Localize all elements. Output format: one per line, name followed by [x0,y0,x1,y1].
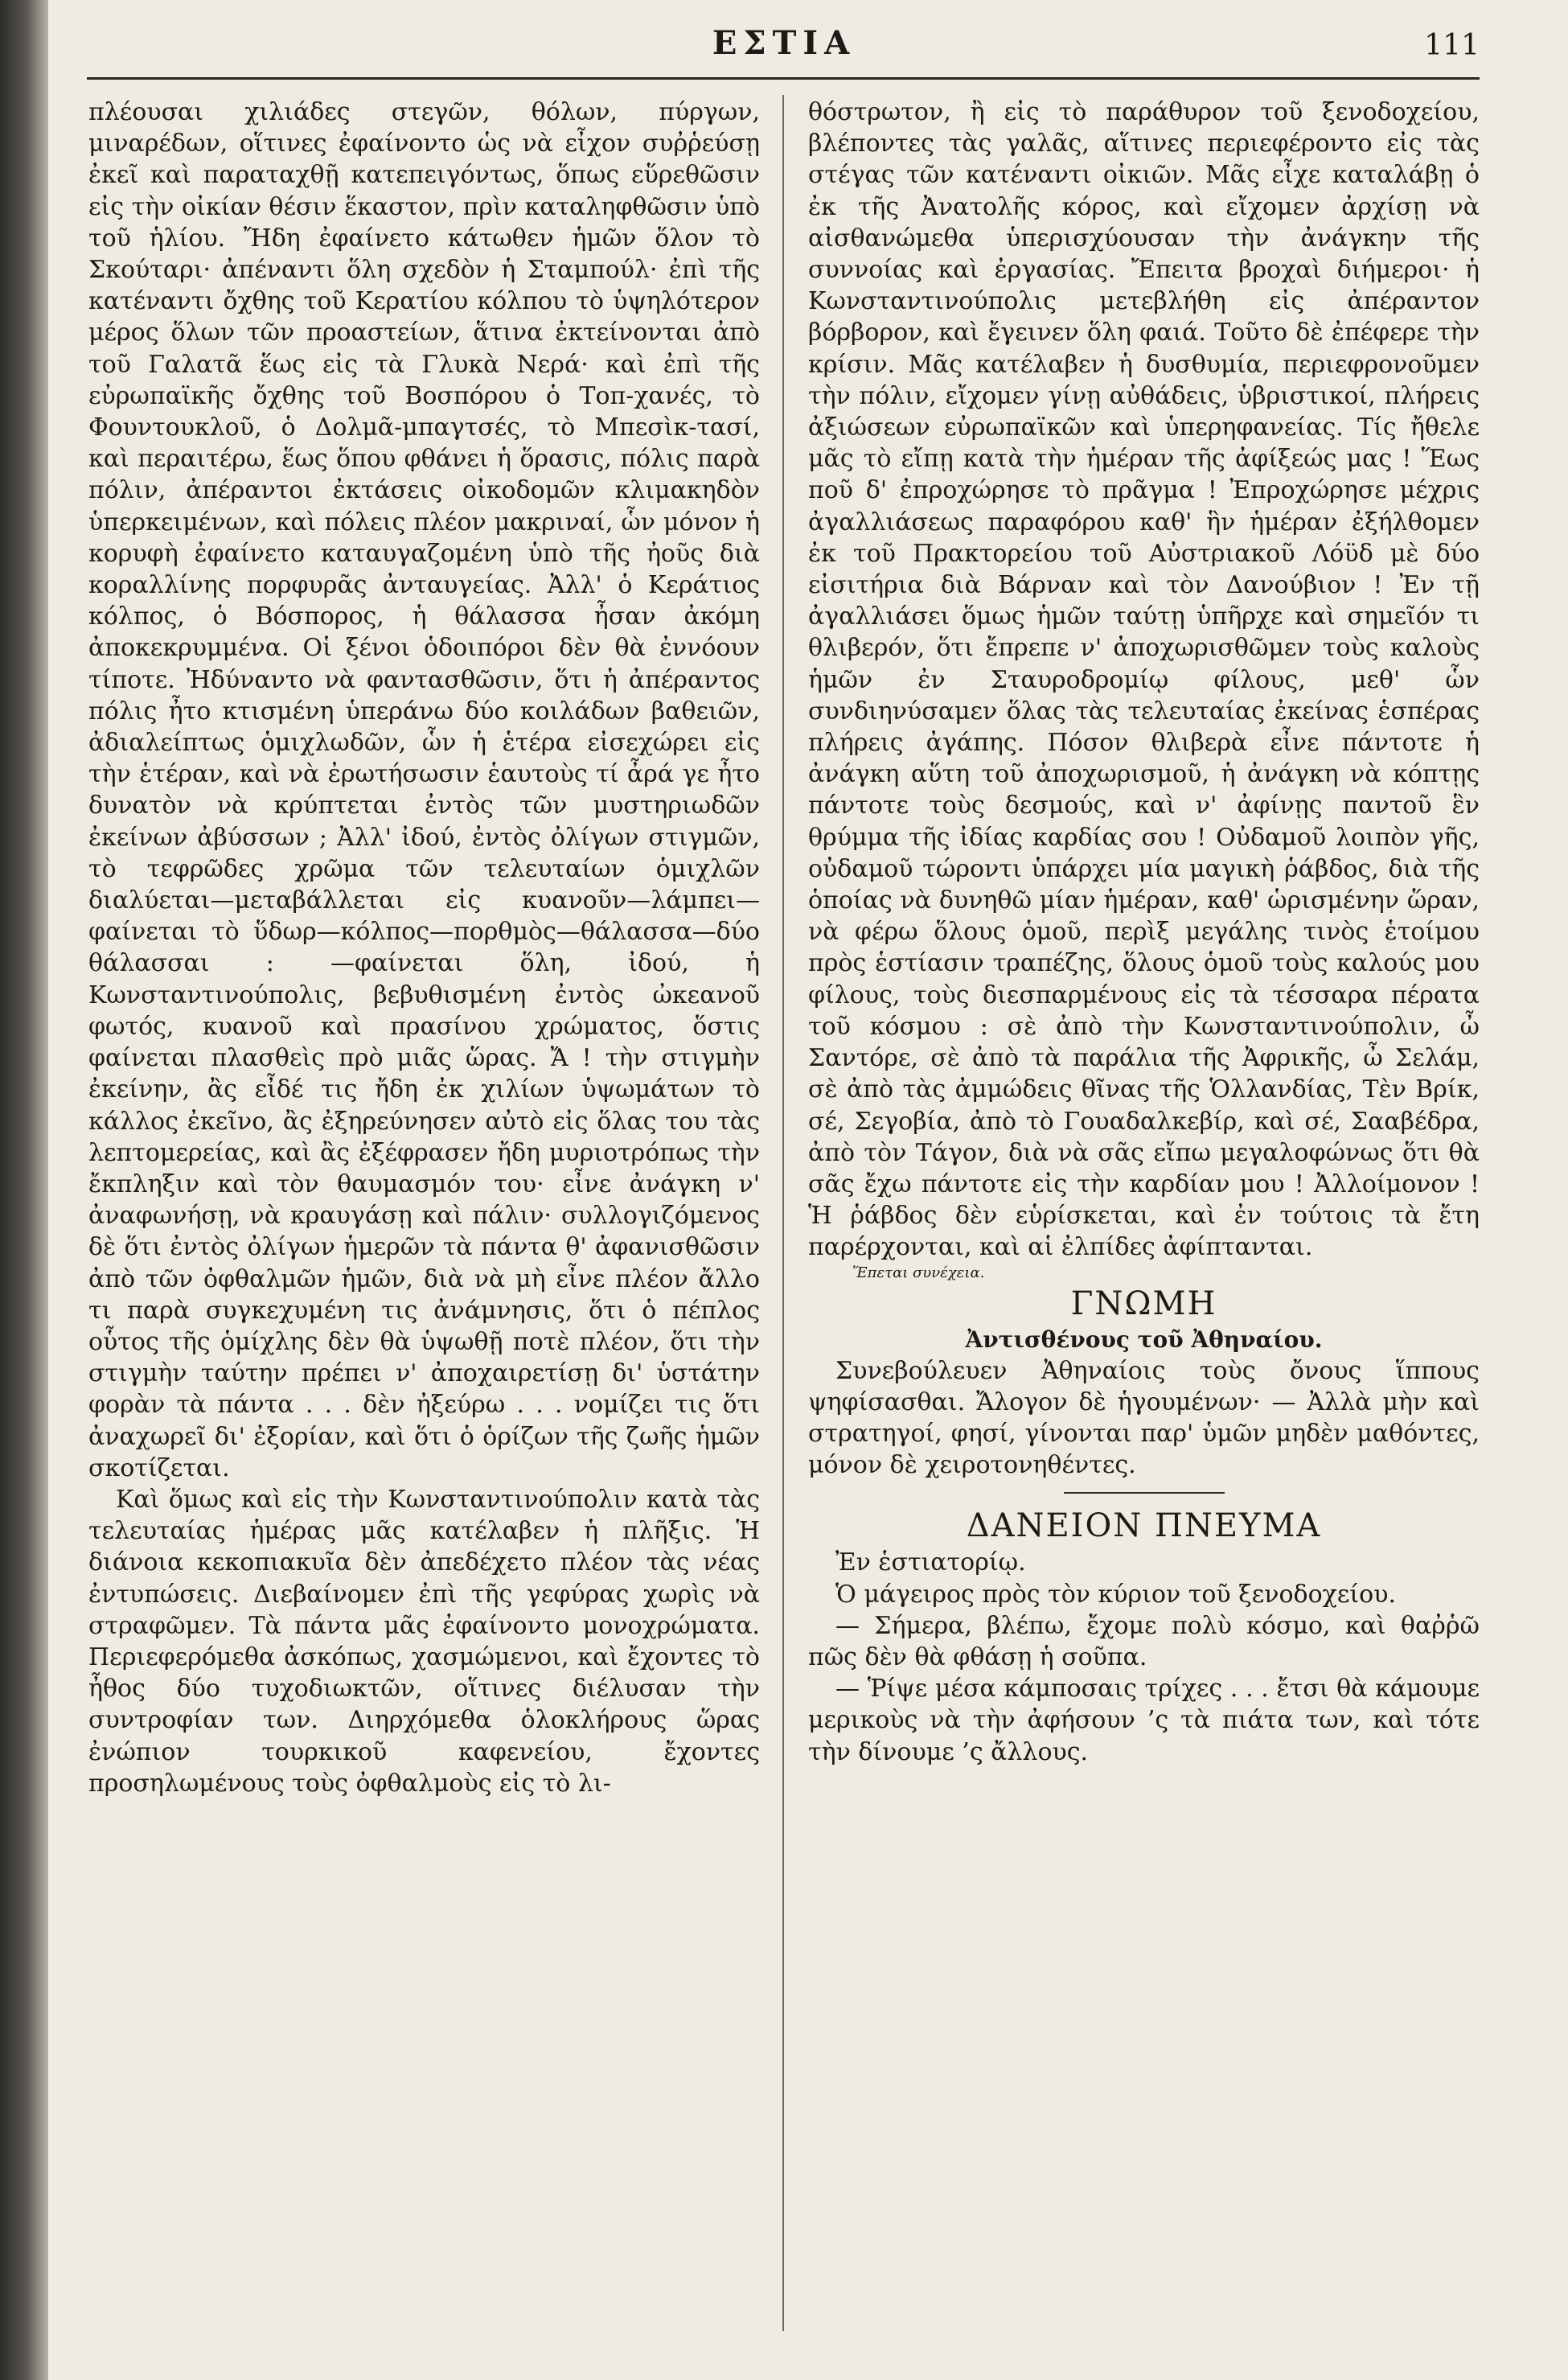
book-spine-shadow [0,0,48,2380]
dialogue-line: — Σήμερα, βλέπω, ἔχομε πολὺ κόσμο, καὶ θαῤῥῶ πῶς δὲν θὰ φθάσῃ ἡ σοῦπα. [808,1611,1480,1671]
column-divider [782,95,784,2331]
daneion-section-title: ΔΑΝΕΙΟΝ ΠΝΕΥΜΑ [966,1507,1322,1545]
header-rule [87,77,1480,80]
article-paragraph: πλέουσαι χιλιάδες στεγῶν, θόλων, πύργων, μιναρέδων, οἵτινες ἐφαίνοντο ὡς νὰ εἶχον συῤῥεύσῃ ἐκεῖ καὶ παραταχθῇ κατεπειγόντως, ὅπως εὕρεθῶσιν εἰς τὴν οἰκίαν θέσιν ἕκαστον, πρὶν καταληφθῶσιν ὑπὸ τοῦ ἡλίου. Ἤδη ἐφαίνετο κάτωθεν ἡμῶν ὅλον τὸ Σκούταρι· ἀπέναντι ὅλη σχεδὸν ἡ Σταμπούλ· ἐπὶ τῆς κατέναντι ὄχθης τοῦ Κερατίου κόλπου τὸ ὑψηλότερον μέρος ὅλων τῶν προαστείων, ἅτινα ἐκτείνονται ἀπὸ τοῦ Γαλατᾶ ἕως εἰς τὰ Γλυκὰ Νερά· καὶ ἐπὶ τῆς εὐρωπαϊκῆς ὄχθης τοῦ Βοσπόρου ὁ Τοπ-χανές, τὸ Φουντουκλοῦ, ὁ Δολμᾶ-μπαγτσές, τὸ Μπεσὶκ-τασί, καὶ περαιτέρω, ἕως ὅπου φθάνει ἡ ὅρασις, πόλις παρὰ πόλιν, ἀπέραντοι ἐκτάσεις οἰκοδομῶν κλιμακηδὸν ὑπερκειμένων, καὶ πόλεις πλέον μακριναί, ὧν μόνον ἡ κορυφὴ ἐφαίνετο καταυγαζομένη ὑπὸ τῆς ἠοῦς διὰ κοραλλίνης πορφυρᾶς ἀνταυγείας. Ἀλλ' ὁ Κεράτιος κόλπος, ὁ Βόσπορος, ἡ θάλασσα ἦσαν ἀκόμη ἀποκεκρυμμένα. Οἱ ξένοι ὁδοιπόροι δὲν θὰ ἐννόουν τίποτε. Ἠδύναντο νὰ φαντασθῶσιν, ὅτι ἡ ἀπέραντος πόλις ἦτο κτισμένη ὑπεράνω δύο κοιλάδων βαθειῶν, ἀδιαλείπτως ὁμιχλωδῶν, ὧν ἡ ἑτέρα εἰσεχώρει εἰς τὴν ἑτέραν, καὶ νὰ ἐρωτήσωσιν ἑαυτοὺς τί ἆρά γε ἦτο δυνατὸν νὰ κρύπτεται ἐντὸς τῶν μυστηριωδῶν ἐκείνων ἀβύσσων ; Ἀλλ' ἰδού, ἐντὸς ὀλίγων στιγμῶν, τὸ τεφρῶδες χρῶμα τῶν τελευταίων ὁμιχλῶν διαλύεται—μεταβάλλεται εἰς κυανοῦν—λάμπει—φαίνεται τὸ ὕδωρ—κόλπος—πορθμὸς—θάλασσα—δύο θάλασσαι : —φαίνεται ὅλη, ἰδού, ἡ Κωνσταντινούπολις, βεβυθισμένη ἐντὸς ὠκεανοῦ φωτός, κυανοῦ καὶ πρασίνου χρώματος, ὅστις φαίνεται πλασθεὶς πρὸ μιᾶς ὥρας. Ἄ ! τὴν στιγμὴν ἐκείνην, ἂς εἶδέ τις ἤδη ἐκ χιλίων ὑψωμάτων τὸ κάλλος ἐκεῖνο, ἂς ἐξηρεύνησεν αὐτὸ εἰς ὅλας του τὰς λεπτομερείας, καὶ ἂς ἐξέφρασεν ἤδη μυριοτρόπως τὴν ἔκπληξιν καὶ τὸν θαυμασμόν του· εἶνε ἀνάγκη ν' ἀναφωνήσῃ, νὰ κραυγάσῃ καὶ πάλιν· συλλογιζόμενος δὲ ὅτι ἐντὸς ὀλίγων ἡμερῶν τὰ πάντα θ' ἀφανισθῶσιν ἀπὸ τῶν ὀφθαλμῶν ἡμῶν, διὰ νὰ μὴ εἶνε πλέον ἄλλο τι παρὰ συγκεχυμένη τις ἀνάμνησις, ὅτι ὁ πέπλος οὗτος τῆς ὁμίχλης δὲν θὰ ὑψωθῇ ποτὲ πλέον, ὅτι τὴν στιγμὴν ταύτην πρέπει ν' ἀποχαιρετίσῃ δι' ὑστάτην φορὰν τὰ πάντα . . . δὲν ἠξεύρω . . . νομίζει τις ὅτι ἀναχωρεῖ δι' ἐξορίαν, καὶ ὅτι ὁ ὁρίζων τῆς ζωῆς ἡμῶν σκοτίζεται. [88,98,760,1482]
left-column [88,97,760,1799]
continued-note: Ἕπεται συνέχεια. [852,1264,985,1281]
dialogue-line: Ἐν ἑστιατορίῳ. [835,1548,1026,1577]
dialogue-line: Ὁ μάγειρος πρὸς τὸν κύριον τοῦ ξενοδοχείου. [835,1580,1396,1609]
page-header-title: ΕΣΤΙΑ [712,24,856,62]
gnome-section-title: ΓΝΩΜΗ [1070,1285,1217,1322]
dialogue-line: — Ῥίψε μέσα κάμποσαις τρίχες . . . ἔτσι θὰ κάμουμε μερικοὺς νὰ τὴν ἀφήσουν ’ς τὰ πιάτα των, καὶ τότε τὴν δίνουμε ’ς ἄλλους. [808,1675,1480,1766]
gnome-section-subtitle: Ἀντισθένους τοῦ Ἀθηναίου. [965,1326,1323,1353]
article-paragraph: Καὶ ὅμως καὶ εἰς τὴν Κωνσταντινούπολιν κατὰ τὰς τελευταίας ἡμέρας μᾶς κατέλαβεν ἡ πλῆξις. Ἡ διάνοια κεκοπιακυῖα δὲν ἀπεδέχετο πλέον τὰς νέας ἐντυπώσεις. Διεβαίνομεν ἐπὶ τῆς γεφύρας χωρὶς νὰ στραφῶμεν. Τὰ πάντα μᾶς ἐφαίνοντο μονοχρώματα. Περιεφερόμεθα ἀσκόπως, χασμώμενοι, καὶ ἔχοντες τὸ ἦθος δύο τυχοδιωκτῶν, οἵτινες διέλυσαν τὴν συντροφίαν των. Διηρχόμεθα ὁλοκλήρους ὥρας ἐνώπιον τουρκικοῦ καφενείου, ἔχοντες προσηλωμένους τοὺς ὀφθαλμοὺς εἰς τὸ λι- [88,1485,760,1798]
article-paragraph: θόστρωτον, ἢ εἰς τὸ παράθυρον τοῦ ξενοδοχείου, βλέποντες τὰς γαλᾶς, αἵτινες περιεφέροντο εἰς τὰς στέγας τῶν κατέναντι οἰκιῶν. Μᾶς εἶχε καταλάβῃ ὁ ἐκ τῆς Ἀνατολῆς κόρος, καὶ εἴχομεν ἀρχίσῃ νὰ αἰσθανώμεθα ὑπερισχύουσαν τὴν ἀνάγκην τῆς συννοίας καὶ ἐργασίας. Ἔπειτα βροχαὶ διήμεροι· ἡ Κωνσταντινούπολις μετεβλήθη εἰς ἀπέραντον βόρβορον, καὶ ἔγεινεν ὅλη φαιά. Τοῦτο δὲ ἐπέφερε τὴν κρίσιν. Μᾶς κατέλαβεν ἡ δυσθυμία, περιεφρονοῦμεν τὴν πόλιν, εἴχομεν γίνῃ αὐθάδεις, ὑβριστικοί, πλήρεις ἀξιώσεων εὐρωπαϊκῶν καὶ ὑπερηφανείας. Τίς ἤθελε μᾶς τὸ εἴπῃ κατὰ τὴν ἡμέραν τῆς ἀφίξεώς μας ! Ἕως ποῦ δ' ἐπροχώρησε τὸ πρᾶγμα ! Ἐπροχώρησε μέχρις ἀγαλλιάσεως παραφόρου καθ' ἣν ἡμέραν ἐξήλθομεν ἐκ τοῦ Πρακτορείου τοῦ Αὐστριακοῦ Λόϋδ μὲ δύο εἰσιτήρια διὰ Βάρναν καὶ τὸν Δανούβιον ! Ἐν τῇ ἀγαλλιάσει ὅμως ἡμῶν ταύτῃ ὑπῆρχε καὶ σημεῖόν τι θλιβερόν, ὅτι ἔπρεπε ν' ἀποχωρισθῶμεν τοὺς καλοὺς ἡμῶν ἐν Σταυροδρομίῳ φίλους, μεθ' ὧν συνδιηνύσαμεν ὅλας τὰς τελευταίας ἐκείνας ἑσπέρας πλήρεις ἀγάπης. Πόσον θλιβερὰ εἶνε πάντοτε ἡ ἀνάγκη αὕτη τοῦ ἀποχωρισμοῦ, ἡ ἀνάγκη νὰ κόπτῃς πάντοτε τοὺς δεσμούς, καὶ ν' ἀφίνῃς παντοῦ ἓν θρύμμα τῆς ἰδίας καρδίας σου ! Οὐδαμοῦ λοιπὸν γῆς, οὐδαμοῦ τώροντι ὑπάρχει μία μαγικὴ ῥάβδος, διὰ τῆς ὁποίας νὰ δυνηθῶ μίαν ἡμέραν, καθ' ὡρισμένην ὥραν, νὰ φέρω ὅλους ὁμοῦ, περὶξ μεγάλης τινὸς ἑτοίμου πρὸς ἑστίασιν τραπέζης, ὅλους ὁμοῦ τοὺς καλούς μου φίλους, τοὺς διεσπαρμένους εἰς τὰ τέσσαρα πέρατα τοῦ κόσμου : σὲ ἀπὸ τὴν Κωνσταντινούπολιν, ὦ Σαντόρε, σὲ ἀπὸ τὰ παράλια τῆς Ἀφρικῆς, ὦ Σελάμ, σὲ ἀπὸ τὰς ἀμμώδεις θῖνας τῆς Ὁλλανδίας, Τὲν Βρίκ, σέ, Σεγοβία, ἀπὸ τὸ Γουαδαλκεβίρ, καὶ σέ, Σααβέδρα, ἀπὸ τὸν Τάγον, διὰ νὰ σᾶς εἴπω μεγαλοφώνως ὅτι θὰ σᾶς ἔχω πάντοτε εἰς τὴν καρδίαν μου ! Ἀλλοίμονον ! Ἡ ῥάβδος δὲν εὑρίσκεται, καὶ ἐν τούτοις τὰ ἔτη παρέρχονται, καὶ αἱ ἐλπίδες ἀφίπτανται. [808,98,1480,1262]
page-number: 111 [1424,29,1480,62]
section-divider [1064,1492,1225,1494]
right-column [808,97,1480,1768]
gnome-section-text: Συνεβούλευεν Ἀθηναίοις τοὺς ὄνους ἵππους ψηφίσασθαι. Ἄλογον δὲ ἡγουμένων· — Ἀλλὰ μὴν καὶ στρατηγοί, φησί, γίνονται παρ' ὑμῶν μηδὲν μαθόντες, μόνον δὲ χειροτονηθέντες. [808,1356,1480,1480]
